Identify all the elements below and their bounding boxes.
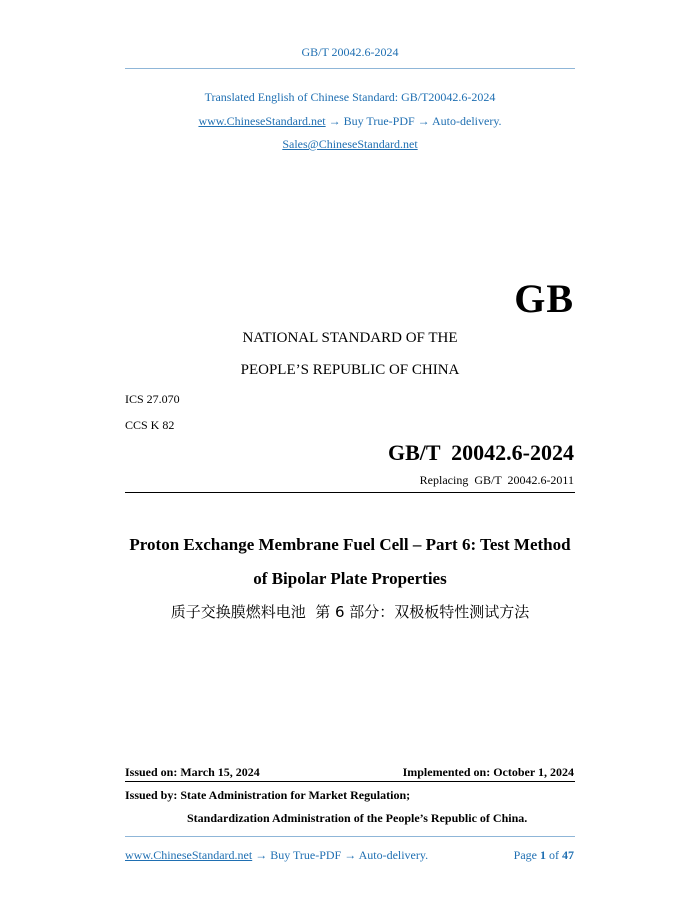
issuer-line2: Standardization Administration of the People’s Republic of China. (187, 811, 528, 825)
footer-divider (125, 836, 575, 837)
ics-code: ICS 27.070 (125, 392, 180, 406)
standard-divider (125, 492, 575, 493)
running-header: GB/T 20042.6-2024 (301, 45, 399, 59)
banner-line2 (0, 114, 700, 129)
gb-logo: GB (514, 276, 574, 321)
implemented-date: Implemented on: October 1, 2024 (402, 765, 574, 779)
title-en-line2: of Bipolar Plate Properties (253, 569, 447, 588)
standard-number: GB/T 20042.6-2024 (387, 440, 574, 465)
ccs-code: CCS K 82 (125, 418, 175, 432)
dates-divider (125, 781, 575, 782)
issuer-line1: Issued by: State Administration for Market Regulation; (125, 788, 411, 802)
header-divider (125, 68, 575, 69)
footer-links (125, 848, 428, 863)
footer-rest: → Buy True-PDF → Auto-delivery. (255, 848, 429, 862)
title-cn: 质子交换膜燃料电池 第 6 部分：双极板特性测试方法 (170, 603, 530, 621)
page-prefix: Page (513, 848, 537, 862)
banner-email-link[interactable]: Sales@ChineseStandard.net (282, 137, 418, 151)
page-total: 47 (562, 848, 574, 862)
banner-line1: Translated English of Chinese Standard: GB/T20042.6-2024 (204, 90, 496, 104)
banner-site-link[interactable]: www.ChineseStandard.net (198, 114, 326, 128)
national-line2: PEOPLE’S REPUBLIC OF CHINA (240, 362, 460, 378)
banner-line2-rest: → Buy True-PDF → Auto-delivery. (328, 114, 502, 128)
issued-date: Issued on: March 15, 2024 (125, 765, 260, 779)
page-indicator (514, 848, 574, 863)
title-en-line1: Proton Exchange Membrane Fuel Cell – Part 6: Test Method (129, 535, 571, 554)
page-of: of (549, 848, 559, 862)
page-current: 1 (540, 848, 546, 862)
footer-site-link[interactable]: www.ChineseStandard.net (125, 848, 253, 862)
replacing-note: Replacing GB/T 20042.6-2011 (419, 473, 574, 487)
national-line1: NATIONAL STANDARD OF THE (242, 330, 458, 346)
